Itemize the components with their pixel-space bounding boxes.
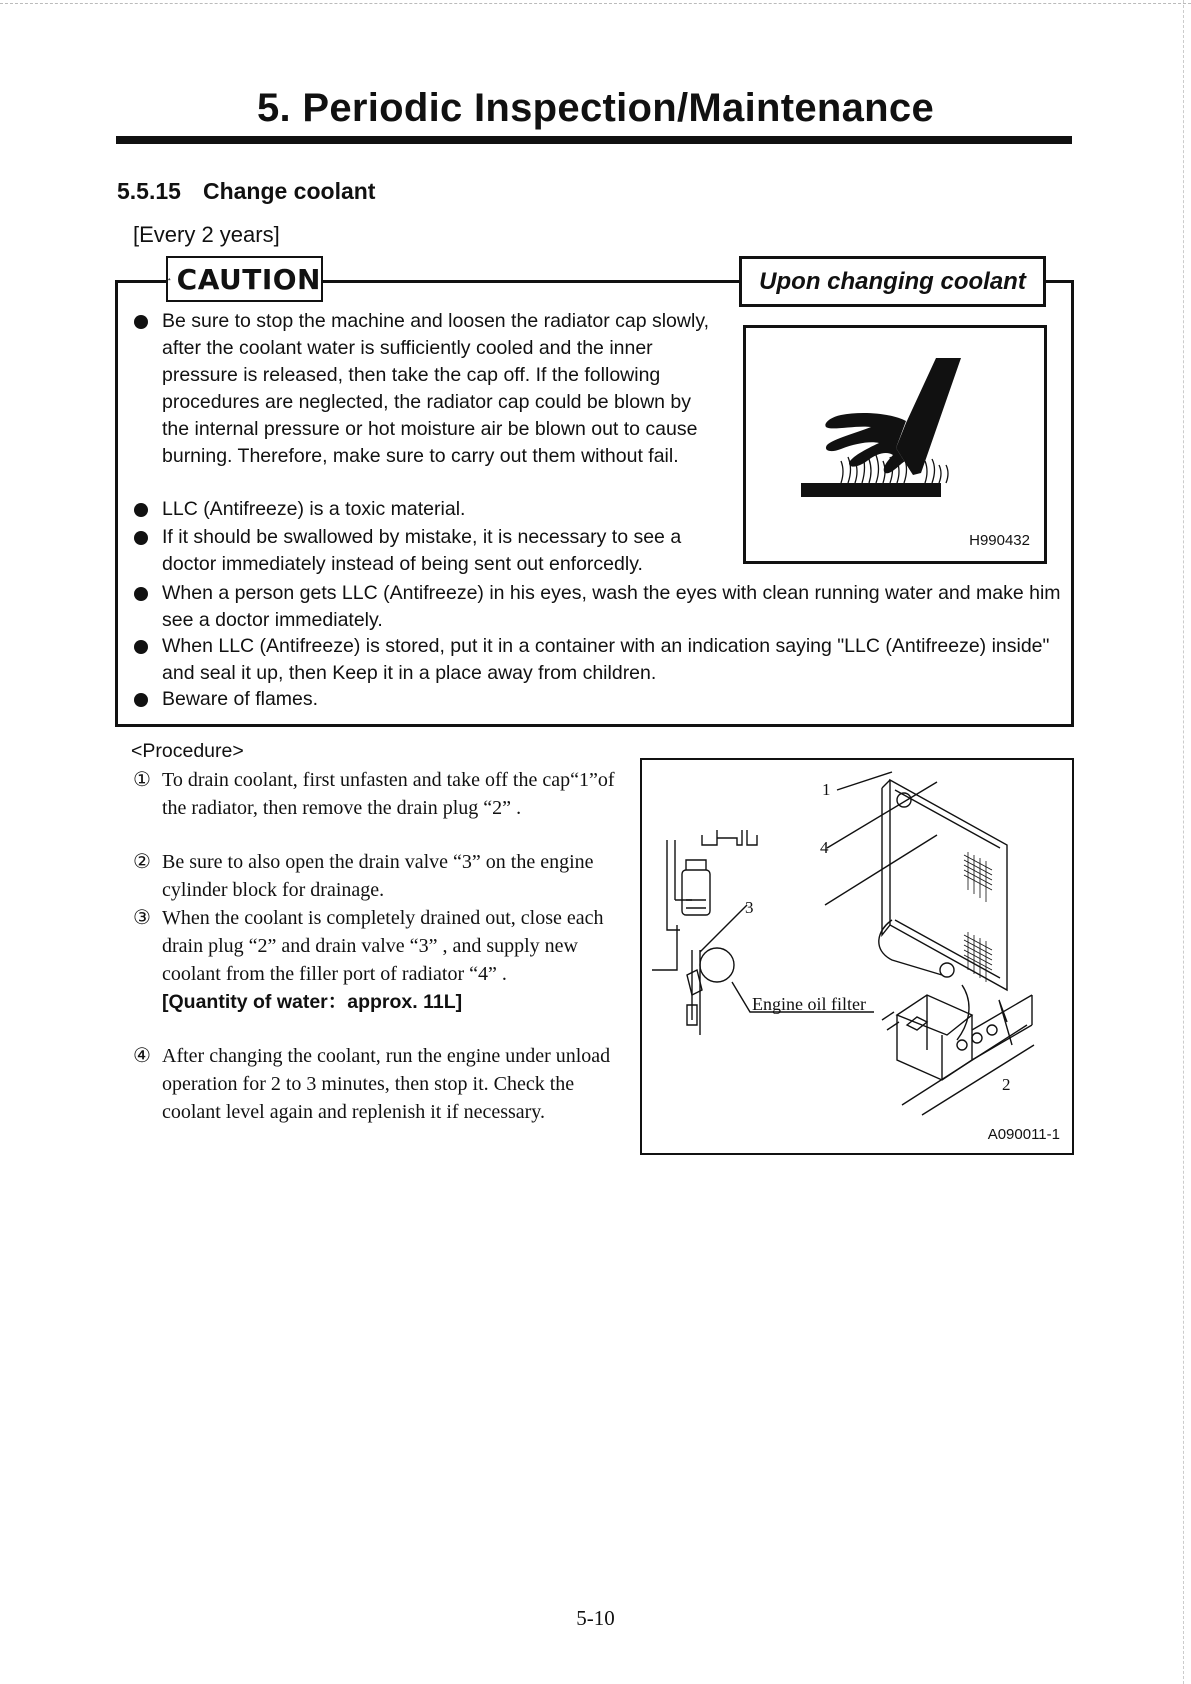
step-text: To drain coolant, first unfasten and take off the cap“1”of the radiator, then remove the drain plug “2” .	[162, 769, 615, 819]
figure1-box	[743, 325, 1047, 564]
caution-frame-top-mid	[323, 280, 739, 283]
caution-label	[166, 256, 323, 302]
figure1-code: H990432	[969, 532, 1030, 549]
step-marker: ①	[133, 769, 151, 791]
caution-item: LLC (Antifreeze) is a toxic material.	[134, 496, 712, 523]
radiator-drain-diagram	[642, 760, 1072, 1153]
label-cap: 1	[822, 780, 831, 799]
step-marker: ④	[133, 1045, 151, 1067]
caution-item: If it should be swallowed by mistake, it is necessary to see a doctor immediately instead of being sent out enforcedly.	[134, 524, 712, 578]
caution-item: When LLC (Antifreeze) is stored, put it in a container with an indication saying "LLC (Antifreeze) inside" and seal it up, then Keep it in a place away from children.	[134, 633, 1069, 687]
page-number: 5-10	[576, 1606, 615, 1630]
caution-frame-top-left	[115, 280, 166, 283]
procedure-label: <Procedure>	[131, 740, 244, 762]
step-text: Be sure to also open the drain valve “3” on the engine cylinder block for drainage.	[162, 851, 594, 901]
caution-item: Be sure to stop the machine and loosen the radiator cap slowly, after the coolant water is sufficiently cooled and the inner pressure is released, then take the cap off. If the following procedures are neglected, the radiator cap could be blown by the internal pressure or hot moisture air be blown out to cause burning. Therefore, make sure to carry out them without fail.	[134, 308, 712, 470]
label-valve: 3	[745, 898, 754, 917]
step-marker: ②	[133, 851, 151, 873]
caution-item: When a person gets LLC (Antifreeze) in his eyes, wash the eyes with clean running water and make him see a doctor immediately.	[134, 580, 1069, 634]
procedure-step	[133, 848, 633, 904]
section-title: Change coolant	[202, 178, 376, 204]
title-rule	[116, 136, 1072, 144]
procedure-step	[133, 766, 633, 848]
step-text: When the coolant is completely drained out, close each drain plug “2” and drain valve “3” , and supply new coolant from the filler port of radiator “4” .	[162, 907, 604, 985]
step-marker: ③	[133, 907, 151, 929]
section-number: 5.5.15	[117, 178, 181, 204]
label-filler: 4	[820, 838, 829, 857]
warning-triangle-icon	[168, 263, 171, 295]
caution-frame-top-right	[1046, 280, 1074, 283]
figure2-box	[640, 758, 1074, 1155]
water-quantity: [Quantity of water：approx. 11L]	[162, 991, 463, 1013]
scan-edge-top	[0, 3, 1191, 4]
caution-label-text: CAUTION	[176, 262, 321, 296]
hot-surface-hand-icon	[801, 353, 991, 508]
figure2-code: A090011-1	[987, 1126, 1060, 1143]
scan-edge-right	[1183, 0, 1184, 1684]
section-heading	[117, 178, 375, 205]
maintenance-interval: [Every 2 years]	[133, 222, 280, 247]
figure1-title: Upon changing coolant	[739, 256, 1046, 307]
label-oil-filter: Engine oil filter	[752, 994, 866, 1014]
page-title: 5. Periodic Inspection/Maintenance	[256, 86, 935, 130]
procedure-step	[133, 904, 633, 1042]
procedure-steps	[133, 766, 633, 1126]
step-text: After changing the coolant, run the engine under unload operation for 2 to 3 minutes, then stop it. Check the coolant level again and replenish it if necessary.	[162, 1045, 611, 1123]
label-plug: 2	[1002, 1075, 1011, 1094]
caution-item: Beware of flames.	[134, 686, 1069, 713]
procedure-step	[133, 1042, 633, 1126]
